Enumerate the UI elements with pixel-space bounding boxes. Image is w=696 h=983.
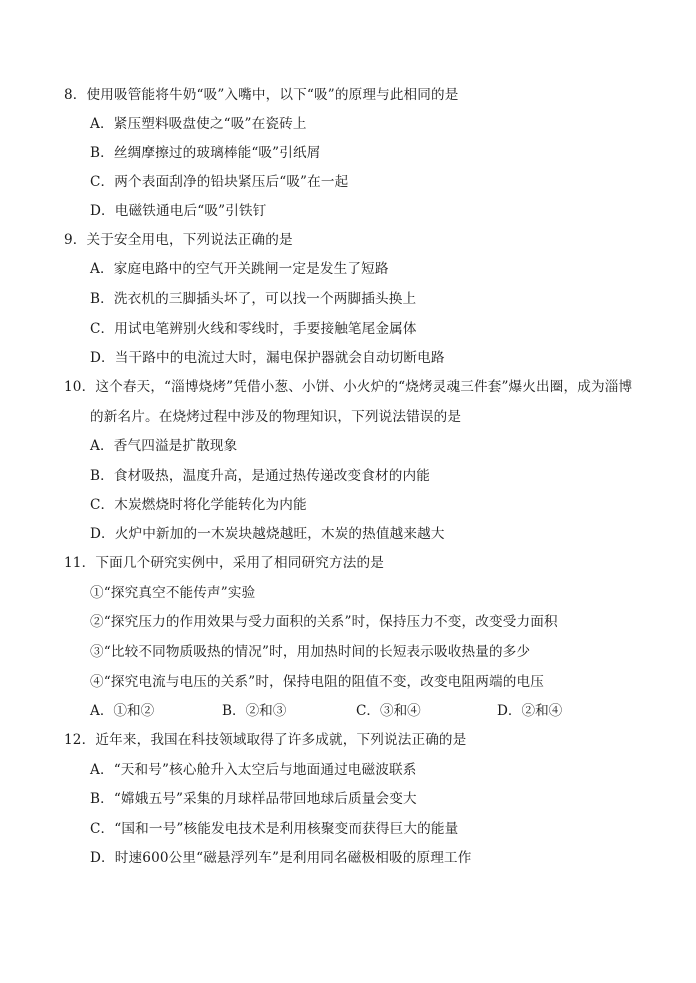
question-12-option-b: B．“嫦娥五号”采集的月球样品带回地球后质量会变大 <box>90 791 417 807</box>
question-12-option-c: C．“国和一号”核能发电技术是利用核聚变而获得巨大的能量 <box>90 821 459 837</box>
question-10-stem-line1: 10．这个春天，“淄博烧烤”凭借小葱、小饼、小火炉的“烧烤灵魂三件套”爆火出圈，成为淄博 <box>64 379 633 395</box>
question-11-options-row <box>0 702 696 720</box>
question-9-option-a: A．家庭电路中的空气开关跳闸一定是发生了短路 <box>90 261 389 277</box>
question-9-option-c: C．用试电笔辨别火线和零线时，手要接触笔尾金属体 <box>90 321 417 337</box>
question-12-option-d: D．时速600公里“磁悬浮列车”是利用同名磁极相吸的原理工作 <box>90 850 472 866</box>
question-11-stem: 11．下面几个研究实例中，采用了相同研究方法的是 <box>64 555 384 571</box>
question-10-option-c: C．木炭燃烧时将化学能转化为内能 <box>90 497 307 513</box>
question-11-option-b: B．②和③ <box>222 703 287 719</box>
question-9-option-d: D．当干路中的电流过大时，漏电保护器就会自动切断电路 <box>90 350 445 366</box>
question-10-option-d: D．火炉中新加的一木炭块越烧越旺，木炭的热值越来越大 <box>90 526 445 542</box>
question-10-option-a: A．香气四溢是扩散现象 <box>90 438 238 454</box>
question-8-stem: 8．使用吸管能将牛奶“吸”入嘴中，以下“吸”的原理与此相同的是 <box>64 87 459 103</box>
question-8-option-b: B．丝绸摩擦过的玻璃棒能“吸”引纸屑 <box>90 145 321 161</box>
question-9-stem: 9．关于安全用电，下列说法正确的是 <box>64 232 293 248</box>
question-11-item-2: ②“探究压力的作用效果与受力面积的关系”时，保持压力不变，改变受力面积 <box>90 614 558 630</box>
question-10-stem-line2: 的新名片。在烧烤过程中涉及的物理知识，下列说法错误的是 <box>90 409 462 425</box>
question-11-option-d: D．②和④ <box>497 703 563 719</box>
question-12-option-a: A．“天和号”核心舱升入太空后与地面通过电磁波联系 <box>90 762 417 778</box>
question-8-option-c: C．两个表面刮净的铅块紧压后“吸”在一起 <box>90 174 349 190</box>
question-10-option-b: B．食材吸热，温度升高，是通过热传递改变食材的内能 <box>90 468 430 484</box>
question-8-option-d: D．电磁铁通电后“吸”引铁钉 <box>90 203 267 219</box>
question-11-option-a: A．①和② <box>90 703 155 719</box>
question-11-item-1: ①“探究真空不能传声”实验 <box>90 585 256 601</box>
question-9-option-b: B．洗衣机的三脚插头坏了，可以找一个两脚插头换上 <box>90 291 417 307</box>
question-11-option-c: C．③和④ <box>356 703 421 719</box>
question-11-item-3: ③“比较不同物质吸热的情况”时，用加热时间的长短表示吸收热量的多少 <box>90 644 531 660</box>
question-8-option-a: A．紧压塑料吸盘使之“吸”在瓷砖上 <box>90 116 307 132</box>
question-12-stem: 12．近年来，我国在科技领域取得了许多成就，下列说法正确的是 <box>64 732 467 748</box>
question-11-item-4: ④“探究电流与电压的关系”时，保持电阻的阻值不变，改变电阻两端的电压 <box>90 674 544 690</box>
